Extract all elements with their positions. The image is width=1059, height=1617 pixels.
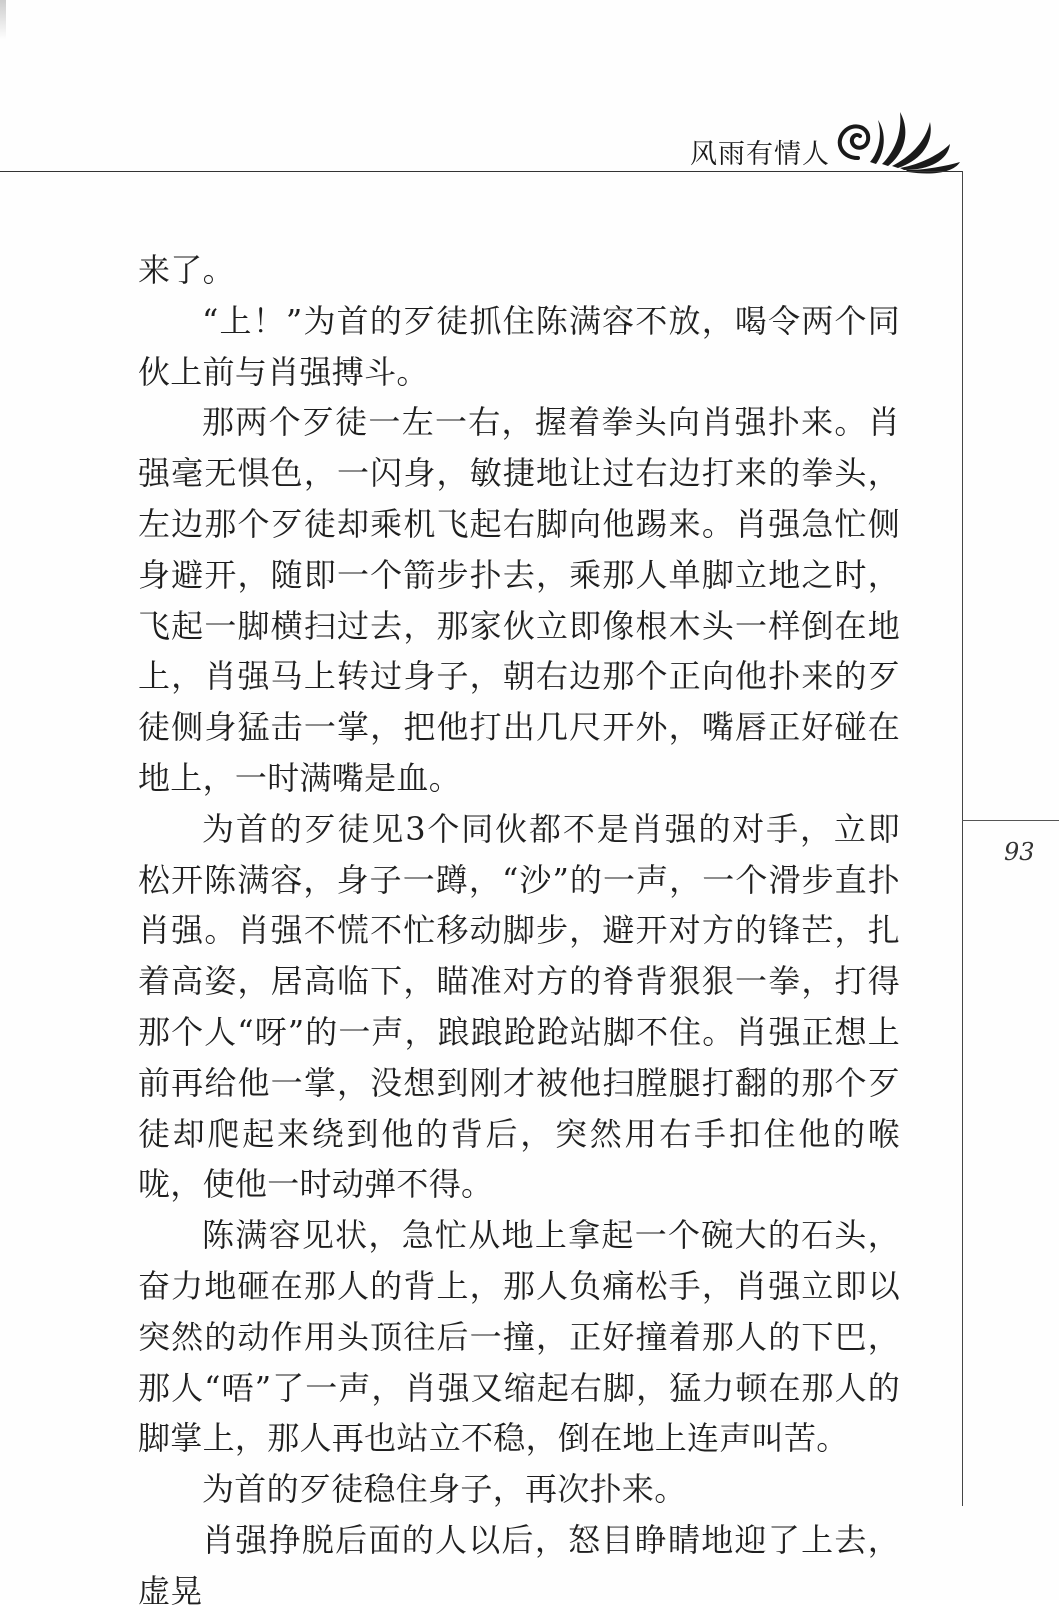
page-edge-mark: [0, 0, 6, 40]
running-header-title: 风雨有情人: [690, 139, 830, 170]
paragraph: 为首的歹徒稳住身子，再次扑来。: [202, 1470, 687, 1509]
page-number-rule: [962, 820, 1059, 821]
header-rule: [0, 171, 963, 172]
paragraph: 为首的歹徒见3个同伙都不是肖强的对手，立即松开陈满容，身子一蹲，“沙”的一声，一个滑步直扑肖强。肖强不慌不忙移动脚步，避开对方的锋芒，扎着高姿，居高临下，瞄准对方的脊背狠狠一拳，打得那个人“呀”的一声，踉踉跄跄站脚不住。肖强正想上前再给他一掌，没想到刚才被他扫膛腿打翻的那个歹徒却爬起来绕到他的背后，突然用右手扣住他的喉咙，使他一时动弹不得。: [138, 809, 900, 1204]
body-text: [138, 245, 900, 1617]
paragraph: 来了。: [138, 251, 235, 289]
paragraph: 那两个歹徒一左一右，握着拳头向肖强扑来。肖强毫无惧色，一闪身，敏捷地让过右边打来的拳头，左边那个歹徒却乘机飞起右脚向他踢来。肖强急忙侧身避开，随即一个箭步扑去，乘那人单脚立地之时，飞起一脚横扫过去，那家伙立即像根木头一样倒在地上，肖强马上转过身子，朝右边那个正向他扑来的歹徒侧身猛击一掌，把他打出几尺开外，嘴唇正好碰在地上，一时满嘴是血。: [138, 403, 900, 797]
paragraph: 肖强挣脱后面的人以后，怒目睁睛地迎了上去，虚晃: [138, 1520, 900, 1610]
page-number: 93: [1004, 838, 1035, 866]
page-frame-line: [962, 171, 963, 1506]
paragraph: 陈满容见状，急忙从地上拿起一个碗大的石头，奋力地砸在那人的背上，那人负痛松手，肖强立即以突然的动作用头顶往后一撞，正好撞着那人的下巴，那人“唔”了一声，肖强又缩起右脚，猛力顿在那人的脚掌上，那人再也站立不稳，倒在地上连声叫苦。: [138, 1216, 900, 1458]
paragraph: “上！”为首的歹徒抓住陈满容不放，喝令两个同伙上前与肖强搏斗。: [138, 301, 900, 391]
swirl-ornament-icon: [830, 100, 965, 180]
